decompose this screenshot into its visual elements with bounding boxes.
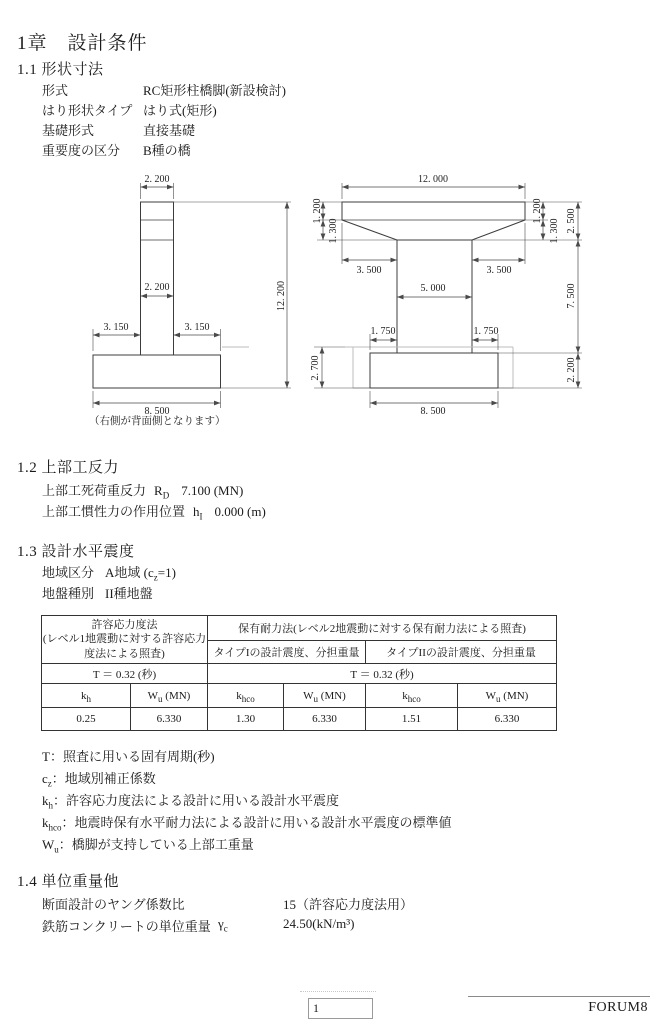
table-value: 6.330 (458, 708, 557, 731)
dim-label-front-column-width: 5. 000 (420, 283, 446, 294)
spec-value: 直接基礎 (143, 123, 196, 138)
reaction-value: 7.100 (MN) (181, 483, 244, 498)
section-heading-1-2: 1.2 上部工反力 (17, 460, 120, 476)
note-text: ：地震時保有水平耐力法による設計に用いる設計水平震度の標準値 (61, 815, 452, 830)
section-heading-1-3: 1.3 設計水平震度 (17, 544, 135, 560)
table-period-right: T ＝ 0.32 (秒) (208, 664, 557, 684)
seismic-value-tail: =1) (157, 565, 176, 580)
note-line (42, 834, 254, 853)
table-col-header (458, 684, 557, 708)
dim-label-front-edge-right: 1. 750 (473, 326, 499, 337)
spec-value: はり式(矩形) (143, 103, 217, 118)
table-value: 1.30 (208, 708, 284, 731)
symbol-subscript: h (48, 800, 53, 811)
seismic-row (42, 562, 176, 581)
symbol: k (81, 689, 87, 702)
symbol-subscript: D (162, 490, 170, 501)
table-col-header (366, 684, 458, 708)
dim-label-front-overhang-left: 3. 500 (356, 265, 382, 276)
symbol: W (147, 689, 159, 702)
brand-logo: FORUM8 (588, 1000, 648, 1015)
reaction-row (42, 501, 266, 520)
symbol-subscript: u (496, 693, 501, 704)
dim-label-front-cap-right: 1. 200 (532, 198, 543, 224)
dim-label-side-top-width: 2. 200 (144, 174, 170, 185)
dim-label-front-beam-height: 2. 500 (566, 208, 577, 234)
symbol-subscript: c (223, 923, 228, 934)
front-view-dimensions (310, 174, 582, 417)
side-view-dimensions (89, 174, 291, 427)
dim-label-front-cap-left: 1. 200 (312, 198, 323, 224)
dim-label-side-total-height: 12. 200 (276, 281, 287, 311)
page-number-input[interactable]: 1 (308, 998, 373, 1019)
symbol: T (42, 749, 50, 764)
dim-label-front-beam-width: 12. 000 (418, 174, 448, 185)
symbol-unit: (MN) (162, 689, 191, 702)
section-heading-1-1: 1.1 形状寸法 (17, 62, 104, 78)
symbol-subscript: h (86, 693, 91, 704)
unit-weight-value: 15（許容応力度法用） (283, 897, 414, 912)
reaction-row (42, 480, 243, 499)
table-col-header (131, 684, 208, 708)
dim-label-side-overhang-right: 3. 150 (184, 322, 210, 333)
dim-label-side-footing-width: 8. 500 (144, 406, 170, 417)
seismic-label: 地域区分 (42, 565, 95, 580)
symbol: W (303, 689, 314, 702)
symbol-subscript: u (54, 844, 59, 855)
spec-row (42, 140, 191, 159)
spec-row (42, 100, 217, 119)
side-view-geometry (93, 202, 249, 388)
table-period-left: T ＝ 0.32 (秒) (42, 664, 208, 684)
table-value: 6.330 (284, 708, 366, 731)
table-header-allowable-stress: 許容応力度法 (レベル1地震動に対する許容応力 度法による照査) (42, 616, 208, 664)
brand-divider (468, 996, 650, 997)
note-text: ：照査に用いる固有周期(秒) (49, 749, 215, 764)
dim-label-front-overhang-right: 3. 500 (486, 265, 512, 276)
table-value: 1.51 (366, 708, 458, 731)
unit-weight-row (42, 916, 602, 936)
reaction-value: 0.000 (m) (214, 504, 266, 519)
spec-label: 基礎形式 (42, 123, 95, 138)
seismic-row (42, 583, 153, 602)
symbol: R (154, 483, 163, 498)
reaction-label: 上部工慣性力の作用位置 (42, 504, 186, 519)
dim-label-side-overhang-left: 3. 150 (103, 322, 129, 333)
note-line (42, 812, 452, 831)
table-header-type1: タイプIの設計震度、分担重量 (208, 641, 366, 664)
symbol-subscript: hco (241, 693, 255, 704)
note-text: ：地域別補正係数 (51, 771, 156, 786)
note-text: ：橋脚が支持している上部工重量 (58, 837, 254, 852)
symbol: k (236, 689, 242, 702)
side-view-note: （右側が背面側となります） (89, 416, 226, 427)
pier-dimension-drawings (0, 170, 650, 432)
symbol: k (402, 689, 408, 702)
seismic-coefficient-table (41, 615, 557, 731)
dim-label-front-taper-right: 1. 300 (549, 218, 560, 244)
symbol: k (42, 815, 49, 830)
symbol-subscript: z (47, 778, 52, 789)
symbol-unit: (MN) (500, 689, 529, 702)
symbol-subscript: z (153, 572, 158, 583)
dim-label-front-embed-depth: 2. 700 (310, 355, 321, 381)
front-view-geometry (342, 202, 525, 388)
symbol: c (42, 771, 48, 786)
unit-weight-label: 鉄筋コンクリートの単位重量 (42, 919, 211, 934)
table-header-ultimate-strength: 保有耐力法(レベル2地震動に対する保有耐力法による照査) (208, 616, 557, 641)
spec-row (42, 80, 286, 99)
dim-label-front-edge-left: 1. 750 (370, 326, 396, 337)
seismic-value: A地域 (c (105, 565, 154, 580)
footer-divider (300, 991, 376, 992)
note-line (42, 768, 156, 787)
unit-weight-row (42, 894, 602, 914)
note-line (42, 790, 339, 809)
dim-label-front-footing-height: 2. 200 (566, 357, 577, 383)
seismic-value: II種地盤 (105, 586, 153, 601)
table-col-header (42, 684, 131, 708)
symbol: h (193, 504, 200, 519)
unit-weight-label: 断面設計のヤング係数比 (42, 897, 185, 912)
dim-label-front-footing-width: 8. 500 (420, 406, 446, 417)
spec-value: B種の橋 (143, 143, 191, 158)
symbol-subscript: hco (407, 693, 421, 704)
table-value: 6.330 (131, 708, 208, 731)
symbol-unit: (MN) (318, 689, 346, 702)
dim-label-front-column-height: 7. 500 (566, 283, 577, 309)
symbol: W (485, 689, 497, 702)
symbol-base: γ (218, 916, 224, 931)
spec-label: はり形状タイプ (42, 103, 133, 118)
section-heading-1-4: 1.4 単位重量他 (17, 874, 120, 890)
symbol-subscript: hco (48, 822, 62, 833)
symbol-subscript: I (199, 511, 203, 522)
spec-row (42, 120, 195, 139)
symbol (218, 916, 228, 932)
symbol-subscript: u (158, 693, 163, 704)
symbol-subscript: u (313, 693, 319, 704)
spec-value: RC矩形柱橋脚(新設検討) (143, 83, 287, 98)
spec-label: 形式 (42, 83, 69, 98)
note-text: ：許容応力度法による設計に用いる設計水平震度 (53, 793, 340, 808)
symbol: k (42, 793, 49, 808)
table-col-header (208, 684, 284, 708)
table-col-header (284, 684, 366, 708)
spec-label: 重要度の区分 (42, 143, 121, 158)
table-value: 0.25 (42, 708, 131, 731)
dim-label-side-shaft-width: 2. 200 (144, 282, 170, 293)
note-line (42, 746, 215, 765)
dim-label-front-taper-left: 1. 300 (328, 218, 339, 244)
symbol: W (42, 837, 55, 852)
table-header-type2: タイプIIの設計震度、分担重量 (366, 641, 557, 664)
chapter-title: 1章 設計条件 (17, 33, 148, 54)
unit-weight-value: 24.50(kN/m³) (283, 916, 355, 931)
reaction-label: 上部工死荷重反力 (42, 483, 147, 498)
seismic-label: 地盤種別 (42, 586, 95, 601)
